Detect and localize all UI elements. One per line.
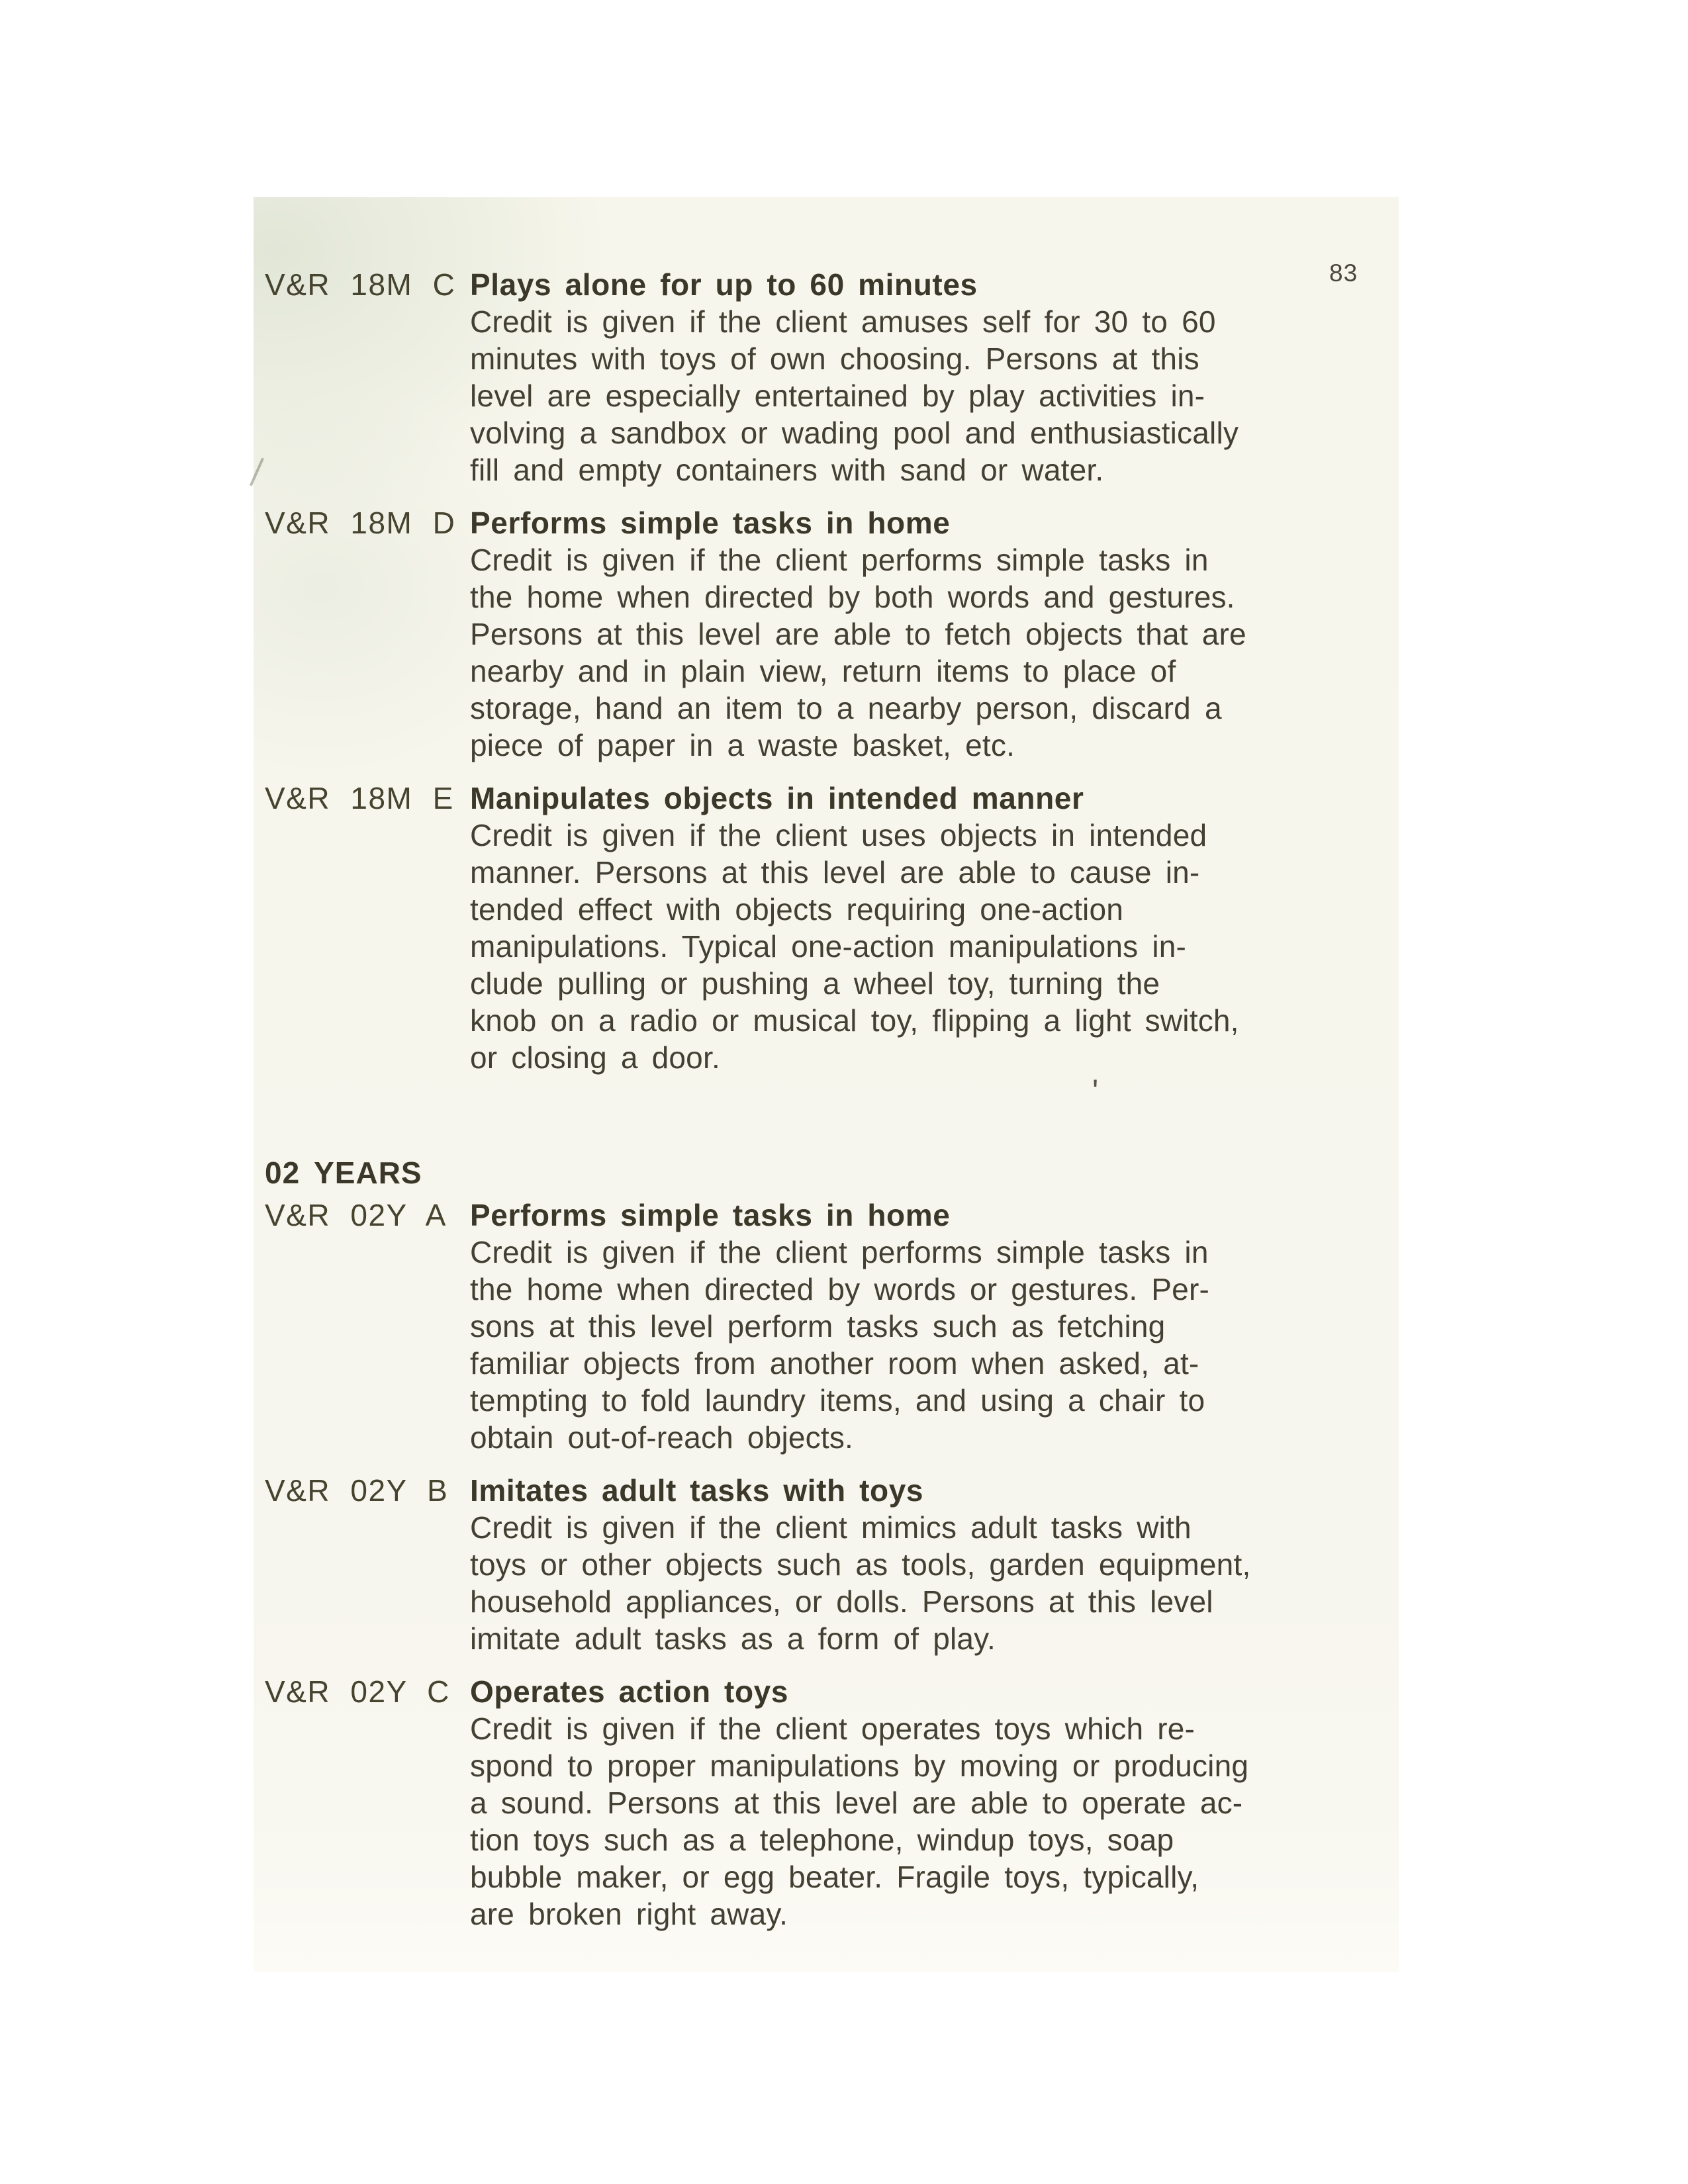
- item-text-column: [470, 504, 1377, 764]
- item-title: Operates action toys: [470, 1674, 789, 1709]
- stray-ink-mark: ': [1092, 1074, 1099, 1109]
- body-line: volving a sandbox or wading pool and enthusiastically: [470, 416, 1239, 450]
- body-line: tended effect with objects requiring one-action: [470, 892, 1124, 927]
- body-line: knob on a radio or musical toy, flipping a light switch,: [470, 1003, 1239, 1038]
- body-line: are broken right away.: [470, 1897, 788, 1931]
- item-title: Manipulates objects in intended manner: [470, 781, 1084, 815]
- body-line: spond to proper manipulations by moving or producing: [470, 1749, 1249, 1783]
- assessment-item: [265, 1472, 1377, 1657]
- body-line: obtain out-of-reach objects.: [470, 1420, 854, 1455]
- body-line: Credit is given if the client performs simple tasks in: [470, 1235, 1209, 1269]
- item-code-label: V&R 02Y A: [265, 1198, 447, 1232]
- body-line: Credit is given if the client amuses self for 30 to 60: [470, 304, 1216, 339]
- assessment-item: [265, 1673, 1377, 1933]
- body-line: manner. Persons at this level are able to cause in-: [470, 855, 1200, 889]
- body-line: tempting to fold laundry items, and using a chair to: [470, 1383, 1205, 1418]
- body-line: the home when directed by words or gestures. Per-: [470, 1272, 1209, 1306]
- assessment-item: [265, 1197, 1377, 1456]
- body-line: piece of paper in a waste basket, etc.: [470, 728, 1015, 762]
- body-line: imitate adult tasks as a form of play.: [470, 1621, 996, 1656]
- assessment-item: [265, 266, 1377, 488]
- body-line: Persons at this level are able to fetch objects that are: [470, 617, 1246, 651]
- item-text-column: [470, 1673, 1377, 1933]
- item-code-label: V&R 02Y C: [265, 1674, 450, 1709]
- document-content: [265, 266, 1377, 1933]
- age-group-heading: 02 YEARS: [265, 1156, 422, 1190]
- item-text-column: [470, 1197, 1377, 1456]
- item-text-column: [470, 1472, 1377, 1657]
- body-line: nearby and in plain view, return items to place of: [470, 654, 1176, 688]
- item-text-column: [470, 266, 1377, 488]
- item-code-label: V&R 18M C: [265, 267, 456, 302]
- body-line: household appliances, or dolls. Persons at this level: [470, 1584, 1213, 1619]
- assessment-item: [265, 780, 1377, 1076]
- page-number: 83: [1329, 259, 1358, 287]
- body-line: manipulations. Typical one-action manipulations in-: [470, 929, 1187, 964]
- item-title: Plays alone for up to 60 minutes: [470, 267, 978, 302]
- body-line: Credit is given if the client mimics adult tasks with: [470, 1510, 1192, 1545]
- item-text-column: [470, 780, 1377, 1076]
- item-code-label: V&R 18M D: [265, 506, 456, 540]
- body-line: Credit is given if the client uses objects in intended: [470, 818, 1207, 852]
- body-line: familiar objects from another room when asked, at-: [470, 1346, 1199, 1381]
- item-code-label: V&R 02Y B: [265, 1473, 449, 1508]
- item-title: Performs simple tasks in home: [470, 506, 951, 540]
- body-line: sons at this level perform tasks such as fetching: [470, 1309, 1166, 1343]
- body-line: fill and empty containers with sand or water.: [470, 453, 1104, 487]
- body-line: the home when directed by both words and gestures.: [470, 580, 1235, 614]
- item-title: Performs simple tasks in home: [470, 1198, 951, 1232]
- body-line: bubble maker, or egg beater. Fragile toys, typically,: [470, 1860, 1199, 1894]
- body-line: clude pulling or pushing a wheel toy, turning the: [470, 966, 1160, 1001]
- body-line: minutes with toys of own choosing. Persons at this: [470, 341, 1199, 376]
- body-line: level are especially entertained by play activities in-: [470, 379, 1205, 413]
- item-code-label: V&R 18M E: [265, 781, 454, 815]
- body-line: toys or other objects such as tools, garden equipment,: [470, 1547, 1251, 1582]
- body-line: a sound. Persons at this level are able to operate ac-: [470, 1786, 1243, 1820]
- body-line: Credit is given if the client performs simple tasks in: [470, 543, 1209, 577]
- body-line: storage, hand an item to a nearby person, discard a: [470, 691, 1222, 725]
- body-line: Credit is given if the client operates toys which re-: [470, 1711, 1196, 1746]
- body-line: tion toys such as a telephone, windup toys, soap: [470, 1823, 1174, 1857]
- item-title: Imitates adult tasks with toys: [470, 1473, 924, 1508]
- body-line: or closing a door.: [470, 1040, 720, 1075]
- assessment-item: [265, 504, 1377, 764]
